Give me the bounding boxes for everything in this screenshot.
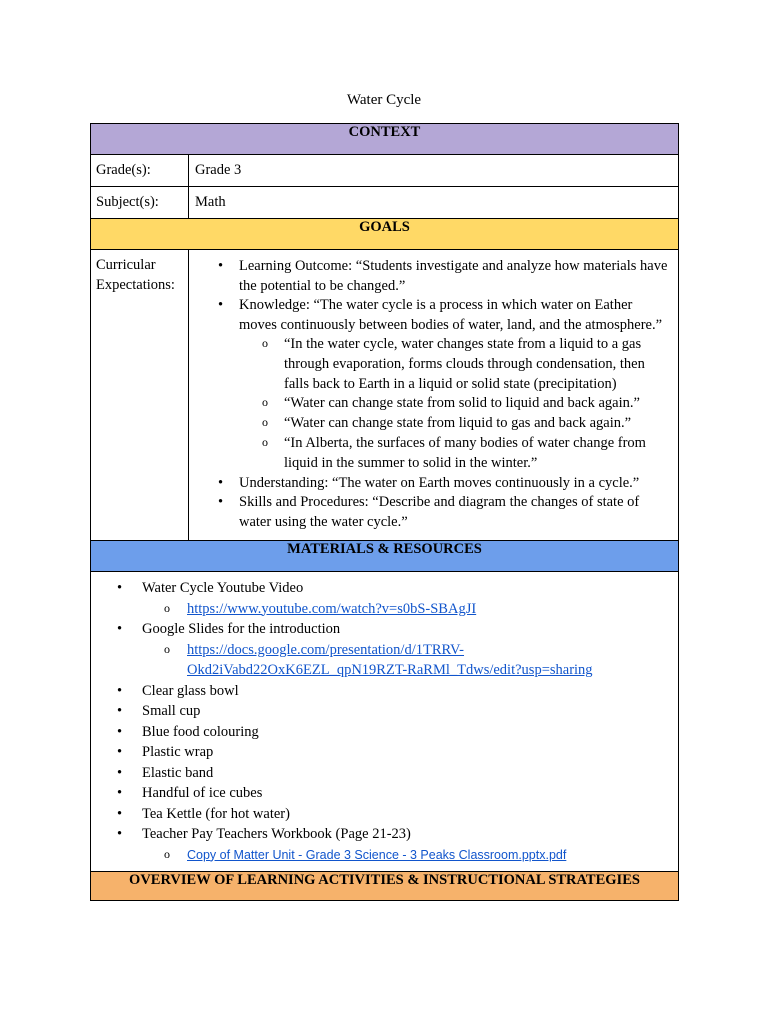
goal-item-knowledge-text: Knowledge: “The water cycle is a process in which water on Eather moves continuously between bodies of water, land, and the atmosphere.” <box>239 297 663 333</box>
slides-link-line1[interactable]: https://docs.google.com/presentation/d/1TRRV- <box>187 641 465 658</box>
materials-content <box>91 572 679 872</box>
slides-sublist <box>142 640 670 681</box>
workbook-sublist <box>142 845 670 866</box>
material-item: • Tea Kettle (for hot water) <box>117 804 670 825</box>
slides-link-line2[interactable]: Okd2iVabd22OxK6EZL_qpN19RZT-RaRMl_Tdws/edit?usp=sharing <box>187 662 593 679</box>
material-item: • Handful of ice cubes <box>117 783 670 804</box>
grade-row <box>91 155 679 187</box>
curricular-content <box>189 250 679 541</box>
goals-header: GOALS <box>91 219 679 250</box>
goal-item-skills: • Skills and Procedures: “Describe and diagram the changes of state of water using the water cycle.” <box>214 493 670 532</box>
overview-header: OVERVIEW OF LEARNING ACTIVITIES & INSTRUCTIONAL STRATEGIES <box>91 872 679 901</box>
subject-label: Subject(s): <box>91 187 189 219</box>
youtube-link-item <box>163 599 670 620</box>
youtube-sublist <box>142 599 670 620</box>
context-header-row <box>91 124 679 155</box>
goal-item-knowledge <box>214 296 670 474</box>
subject-row <box>91 187 679 219</box>
slides-link-item <box>163 640 670 681</box>
material-item: • Blue food colouring <box>117 722 670 743</box>
goal-item-learning-outcome: • Learning Outcome: “Students investigate and analyze how materials have the potential to be changed.” <box>214 257 670 296</box>
curricular-label: Curricular Expectations: <box>91 250 189 541</box>
goals-header-row <box>91 219 679 250</box>
context-header: CONTEXT <box>91 124 679 155</box>
material-item-text: Teacher Pay Teachers Workbook (Page 21-23) <box>142 826 411 843</box>
material-item <box>117 619 670 681</box>
lesson-plan-table <box>90 123 679 901</box>
materials-list <box>91 572 678 871</box>
goal-item-understanding: • Understanding: “The water on Earth moves continuously in a cycle.” <box>214 474 670 494</box>
knowledge-subitem: o “In the water cycle, water changes state from a liquid to a gas through evaporation, forms clouds through condensation, then falls back to Earth in a liquid or solid state (precipitation) <box>260 335 670 394</box>
workbook-link[interactable]: Copy of Matter Unit - Grade 3 Science - 3 Peaks Classroom.pptx.pdf <box>187 847 567 862</box>
document-title: Water Cycle <box>346 92 422 108</box>
curricular-row <box>91 250 679 541</box>
material-item-text: Water Cycle Youtube Video <box>142 580 304 597</box>
material-item: • Plastic wrap <box>117 742 670 763</box>
goals-list <box>189 250 678 540</box>
grade-label: Grade(s): <box>91 155 189 187</box>
knowledge-subitem: o “Water can change state from liquid to gas and back again.” <box>260 414 670 434</box>
materials-header: MATERIALS & RESOURCES <box>91 541 679 572</box>
materials-row <box>91 572 679 872</box>
knowledge-subitem: o “Water can change state from solid to liquid and back again.” <box>260 394 670 414</box>
overview-header-row <box>91 872 679 901</box>
materials-header-row <box>91 541 679 572</box>
youtube-link[interactable]: https://www.youtube.com/watch?v=s0bS-SBAgJI <box>187 600 477 617</box>
subject-value: Math <box>189 187 679 219</box>
material-item: • Small cup <box>117 701 670 722</box>
material-item <box>117 578 670 619</box>
material-item: • Elastic band <box>117 763 670 784</box>
material-item-text: Google Slides for the introduction <box>142 621 341 638</box>
material-item: • Clear glass bowl <box>117 681 670 702</box>
knowledge-subitem: o “In Alberta, the surfaces of many bodies of water change from liquid in the summer to solid in the winter.” <box>260 434 670 474</box>
workbook-link-item <box>163 845 670 866</box>
grade-value: Grade 3 <box>189 155 679 187</box>
knowledge-sublist <box>239 335 670 474</box>
slides-link[interactable] <box>187 642 593 679</box>
material-item <box>117 824 670 865</box>
